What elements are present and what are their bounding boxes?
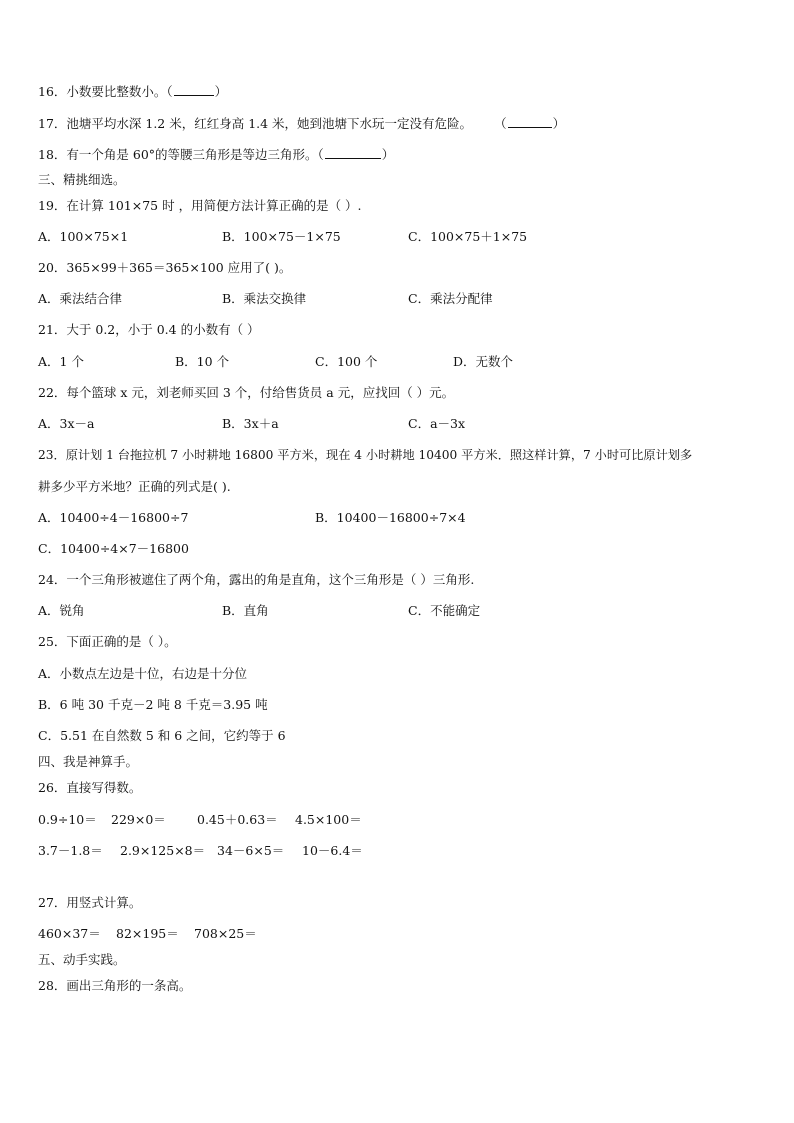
option-a[interactable]: A．小数点左边是十位，右边是十分位 — [38, 666, 248, 681]
option-b[interactable]: B．100×75－1×75 — [222, 229, 341, 244]
section-heading-3: 三、精挑细选。 — [38, 172, 126, 187]
calc-expression: 460×37＝ — [38, 926, 101, 941]
option-b[interactable]: B．乘法交换律 — [222, 291, 307, 306]
option-a[interactable]: A．1 个 — [38, 354, 84, 369]
option-b[interactable]: B．3x＋a — [222, 416, 279, 431]
option-d[interactable]: D．无数个 — [453, 354, 514, 369]
question-19-stem: 19．在计算 101×75 时 ，用简便方法计算正确的是（ ）. — [38, 198, 362, 213]
option-c[interactable]: C．100 个 — [315, 354, 378, 369]
option-c[interactable]: C．a－3x — [408, 416, 466, 431]
question-text: 小数要比整数小。（ — [66, 84, 173, 99]
section-heading-4: 四、我是神算手。 — [38, 754, 139, 769]
calc-expression: 2.9×125×8＝ — [120, 843, 206, 858]
calc-expression: 0.9÷10＝ — [38, 812, 97, 827]
question-text: 池塘平均水深 1.2 米，红红身高 1.4 米，她到池塘下水玩一定没有危险。 — [66, 116, 473, 131]
calc-expression: 10－6.4＝ — [302, 843, 363, 858]
question-21-stem: 21．大于 0.2，小于 0.4 的小数有（ ） — [38, 322, 260, 337]
calc-expression: 82×195＝ — [116, 926, 179, 941]
question-23-stem-line2: 耕多少平方米地？正确的列式是( ). — [38, 479, 231, 494]
question-24-stem: 24．一个三角形被遮住了两个角，露出的角是直角，这个三角形是（ ）三角形. — [38, 572, 475, 587]
calc-expression: 34－6×5＝ — [217, 843, 285, 858]
option-c[interactable]: C．不能确定 — [408, 603, 481, 618]
option-c[interactable]: C．5.51 在自然数 5 和 6 之间，它约等于 6 — [38, 728, 286, 743]
section-heading-5: 五、动手实践。 — [38, 952, 126, 967]
option-a[interactable]: A．10400÷4－16800÷7 — [38, 510, 189, 525]
option-c[interactable]: C．100×75＋1×75 — [408, 229, 528, 244]
question-number: 16． — [38, 84, 67, 99]
question-17: 17．池塘平均水深 1.2 米，红红身高 1.4 米，她到池塘下水玩一定没有危险。 （ ） — [38, 116, 566, 131]
calc-expression: 4.5×100＝ — [295, 812, 362, 827]
calc-expression: 708×25＝ — [194, 926, 257, 941]
answer-blank[interactable] — [174, 83, 214, 96]
question-25-stem: 25．下面正确的是（ ）。 — [38, 634, 177, 649]
question-text: 有一个角是 60°的等腰三角形是等边三角形。（ — [66, 147, 324, 162]
calc-expression: 3.7－1.8＝ — [38, 843, 103, 858]
option-b[interactable]: B．10 个 — [175, 354, 230, 369]
question-28-stem: 28．画出三角形的一条高。 — [38, 978, 192, 993]
question-26-stem: 26．直接写得数。 — [38, 780, 142, 795]
calc-expression: 229×0＝ — [111, 812, 166, 827]
question-number: 18． — [38, 147, 67, 162]
question-18: 18．有一个角是 60°的等腰三角形是等边三角形。（ ） — [38, 147, 395, 162]
option-c[interactable]: C．乘法分配律 — [408, 291, 493, 306]
answer-blank[interactable] — [325, 146, 381, 159]
option-a[interactable]: A．锐角 — [38, 603, 85, 618]
answer-blank[interactable] — [508, 115, 552, 128]
option-c[interactable]: C．10400÷4×7－16800 — [38, 541, 189, 556]
question-22-stem: 22．每个篮球 x 元，刘老师买回 3 个，付给售货员 a 元，应找回（ ）元。 — [38, 385, 455, 400]
option-a[interactable]: A．乘法结合律 — [38, 291, 123, 306]
option-b[interactable]: B．6 吨 30 千克－2 吨 8 千克＝3.95 吨 — [38, 697, 268, 712]
question-20-stem: 20．365×99＋365＝365×100 应用了( )。 — [38, 260, 292, 275]
question-16: 16．小数要比整数小。（ ） — [38, 84, 228, 99]
calc-expression: 0.45＋0.63＝ — [197, 812, 278, 827]
question-27-stem: 27．用竖式计算。 — [38, 895, 142, 910]
question-23-stem-line1: 23．原计划 1 台拖拉机 7 小时耕地 16800 平方米，现在 4 小时耕地 10400 平方米．照这样计算，7 小时可比原计划多 — [38, 448, 693, 462]
question-number: 17． — [38, 116, 67, 131]
option-a[interactable]: A．3x－a — [38, 416, 95, 431]
option-a[interactable]: A．100×75×1 — [38, 229, 129, 244]
option-b[interactable]: B．直角 — [222, 603, 269, 618]
option-b[interactable]: B．10400－16800÷7×4 — [315, 510, 466, 525]
